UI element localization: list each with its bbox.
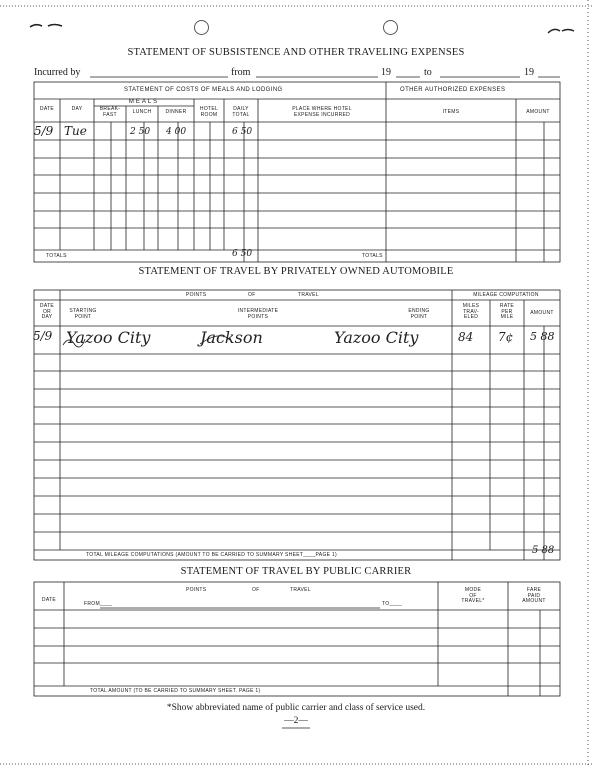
- auto-col-rate: RATE PER MILE: [499, 303, 515, 320]
- subsistence-title: STATEMENT OF SUBSISTENCE AND OTHER TRAVELING EXPENSES: [127, 47, 465, 58]
- other-totals-label: TOTALS: [362, 253, 383, 259]
- auto-title: STATEMENT OF TRAVEL BY PRIVATELY OWNED AUTOMOBILE: [138, 266, 454, 277]
- carrier-total-label: TOTAL AMOUNT (TO BE CARRIED TO SUMMARY SHEET. PAGE 1): [90, 688, 261, 694]
- carrier-title: STATEMENT OF TRAVEL BY PUBLIC CARRIER: [180, 566, 412, 577]
- auto-col-miles: MILES TRAV- ELED: [462, 303, 480, 320]
- col-place: PLACE WHERE HOTEL EXPENSE INCURRED: [292, 106, 352, 118]
- col-lunch: LUNCH: [132, 109, 152, 115]
- auto-row-amount: 5 88: [530, 330, 555, 343]
- carrier-travel-label: TRAVEL: [290, 587, 311, 593]
- auto-row-intermediate: Jackson: [200, 328, 263, 347]
- carrier-from-label: FROM____: [84, 601, 113, 607]
- meal-row-daily-total: 6 50: [232, 127, 253, 137]
- col-amount: AMOUNT: [526, 109, 550, 115]
- col-hotel-room: HOTEL ROOM: [199, 106, 219, 118]
- auto-row-date: 5/9: [33, 329, 53, 343]
- other-expenses-heading: OTHER AUTHORIZED EXPENSES: [400, 87, 506, 93]
- meals-total-value: 6 50: [232, 249, 253, 259]
- meals-totals-label: TOTALS: [46, 253, 67, 259]
- carrier-col-mode: MODE OF TRAVEL*: [461, 587, 485, 604]
- costs-heading: STATEMENT OF COSTS OF MEALS AND LODGING: [124, 87, 283, 93]
- footnote: *Show abbreviated name of public carrier and class of service used.: [166, 703, 426, 713]
- col-items: ITEMS: [442, 109, 460, 115]
- carrier-to-label: TO____: [382, 601, 402, 607]
- auto-of-label: OF: [248, 292, 256, 298]
- carrier-of-label: OF: [252, 587, 260, 593]
- incurred-by-label: Incurred by: [34, 67, 81, 78]
- meal-row-lunch: 2 50: [130, 127, 151, 137]
- year-label-1: 19: [381, 67, 391, 78]
- carrier-points-label: POINTS: [186, 587, 207, 593]
- auto-col-start: STARTING POINT: [69, 308, 97, 320]
- carrier-col-fare: FARE PAID AMOUNT: [522, 587, 546, 604]
- to-label: to: [424, 67, 432, 78]
- col-daily-total: DAILY TOTAL: [232, 106, 250, 118]
- page-number: —2—: [284, 716, 308, 726]
- mileage-heading: MILEAGE COMPUTATION: [473, 292, 539, 298]
- col-dinner: DINNER: [165, 109, 187, 115]
- meal-row-day: Tue: [64, 124, 87, 138]
- auto-travel-label: TRAVEL: [298, 292, 319, 298]
- auto-col-end: ENDING POINT: [408, 308, 430, 320]
- auto-col-intermediate: INTERMEDIATE POINTS: [237, 308, 279, 320]
- auto-points-label: POINTS: [186, 292, 207, 298]
- auto-row-miles: 84: [458, 330, 474, 344]
- meal-row-date: 5/9: [34, 124, 54, 138]
- auto-total-label: TOTAL MILEAGE COMPUTATIONS (AMOUNT TO BE CARRIED TO SUMMARY SHEET____PAGE 1): [86, 552, 337, 558]
- auto-total-value: 5 88: [532, 545, 555, 556]
- auto-col-amount: AMOUNT: [530, 310, 554, 316]
- col-day: DAY: [71, 106, 83, 112]
- from-label: from: [231, 67, 251, 78]
- auto-row-rate: 7¢: [498, 330, 514, 344]
- auto-col-date: DATE OR DAY: [39, 303, 55, 320]
- col-date: DATE: [39, 106, 55, 112]
- col-breakfast: BREAK- FAST: [99, 106, 121, 118]
- auto-row-start: Yazoo City: [66, 328, 151, 347]
- carrier-col-date: DATE: [41, 597, 57, 603]
- auto-row-end: Yazoo City: [334, 328, 419, 347]
- meal-row-dinner: 4 00: [166, 127, 187, 137]
- year-label-2: 19: [524, 67, 534, 78]
- col-meals: MEALS: [128, 99, 160, 105]
